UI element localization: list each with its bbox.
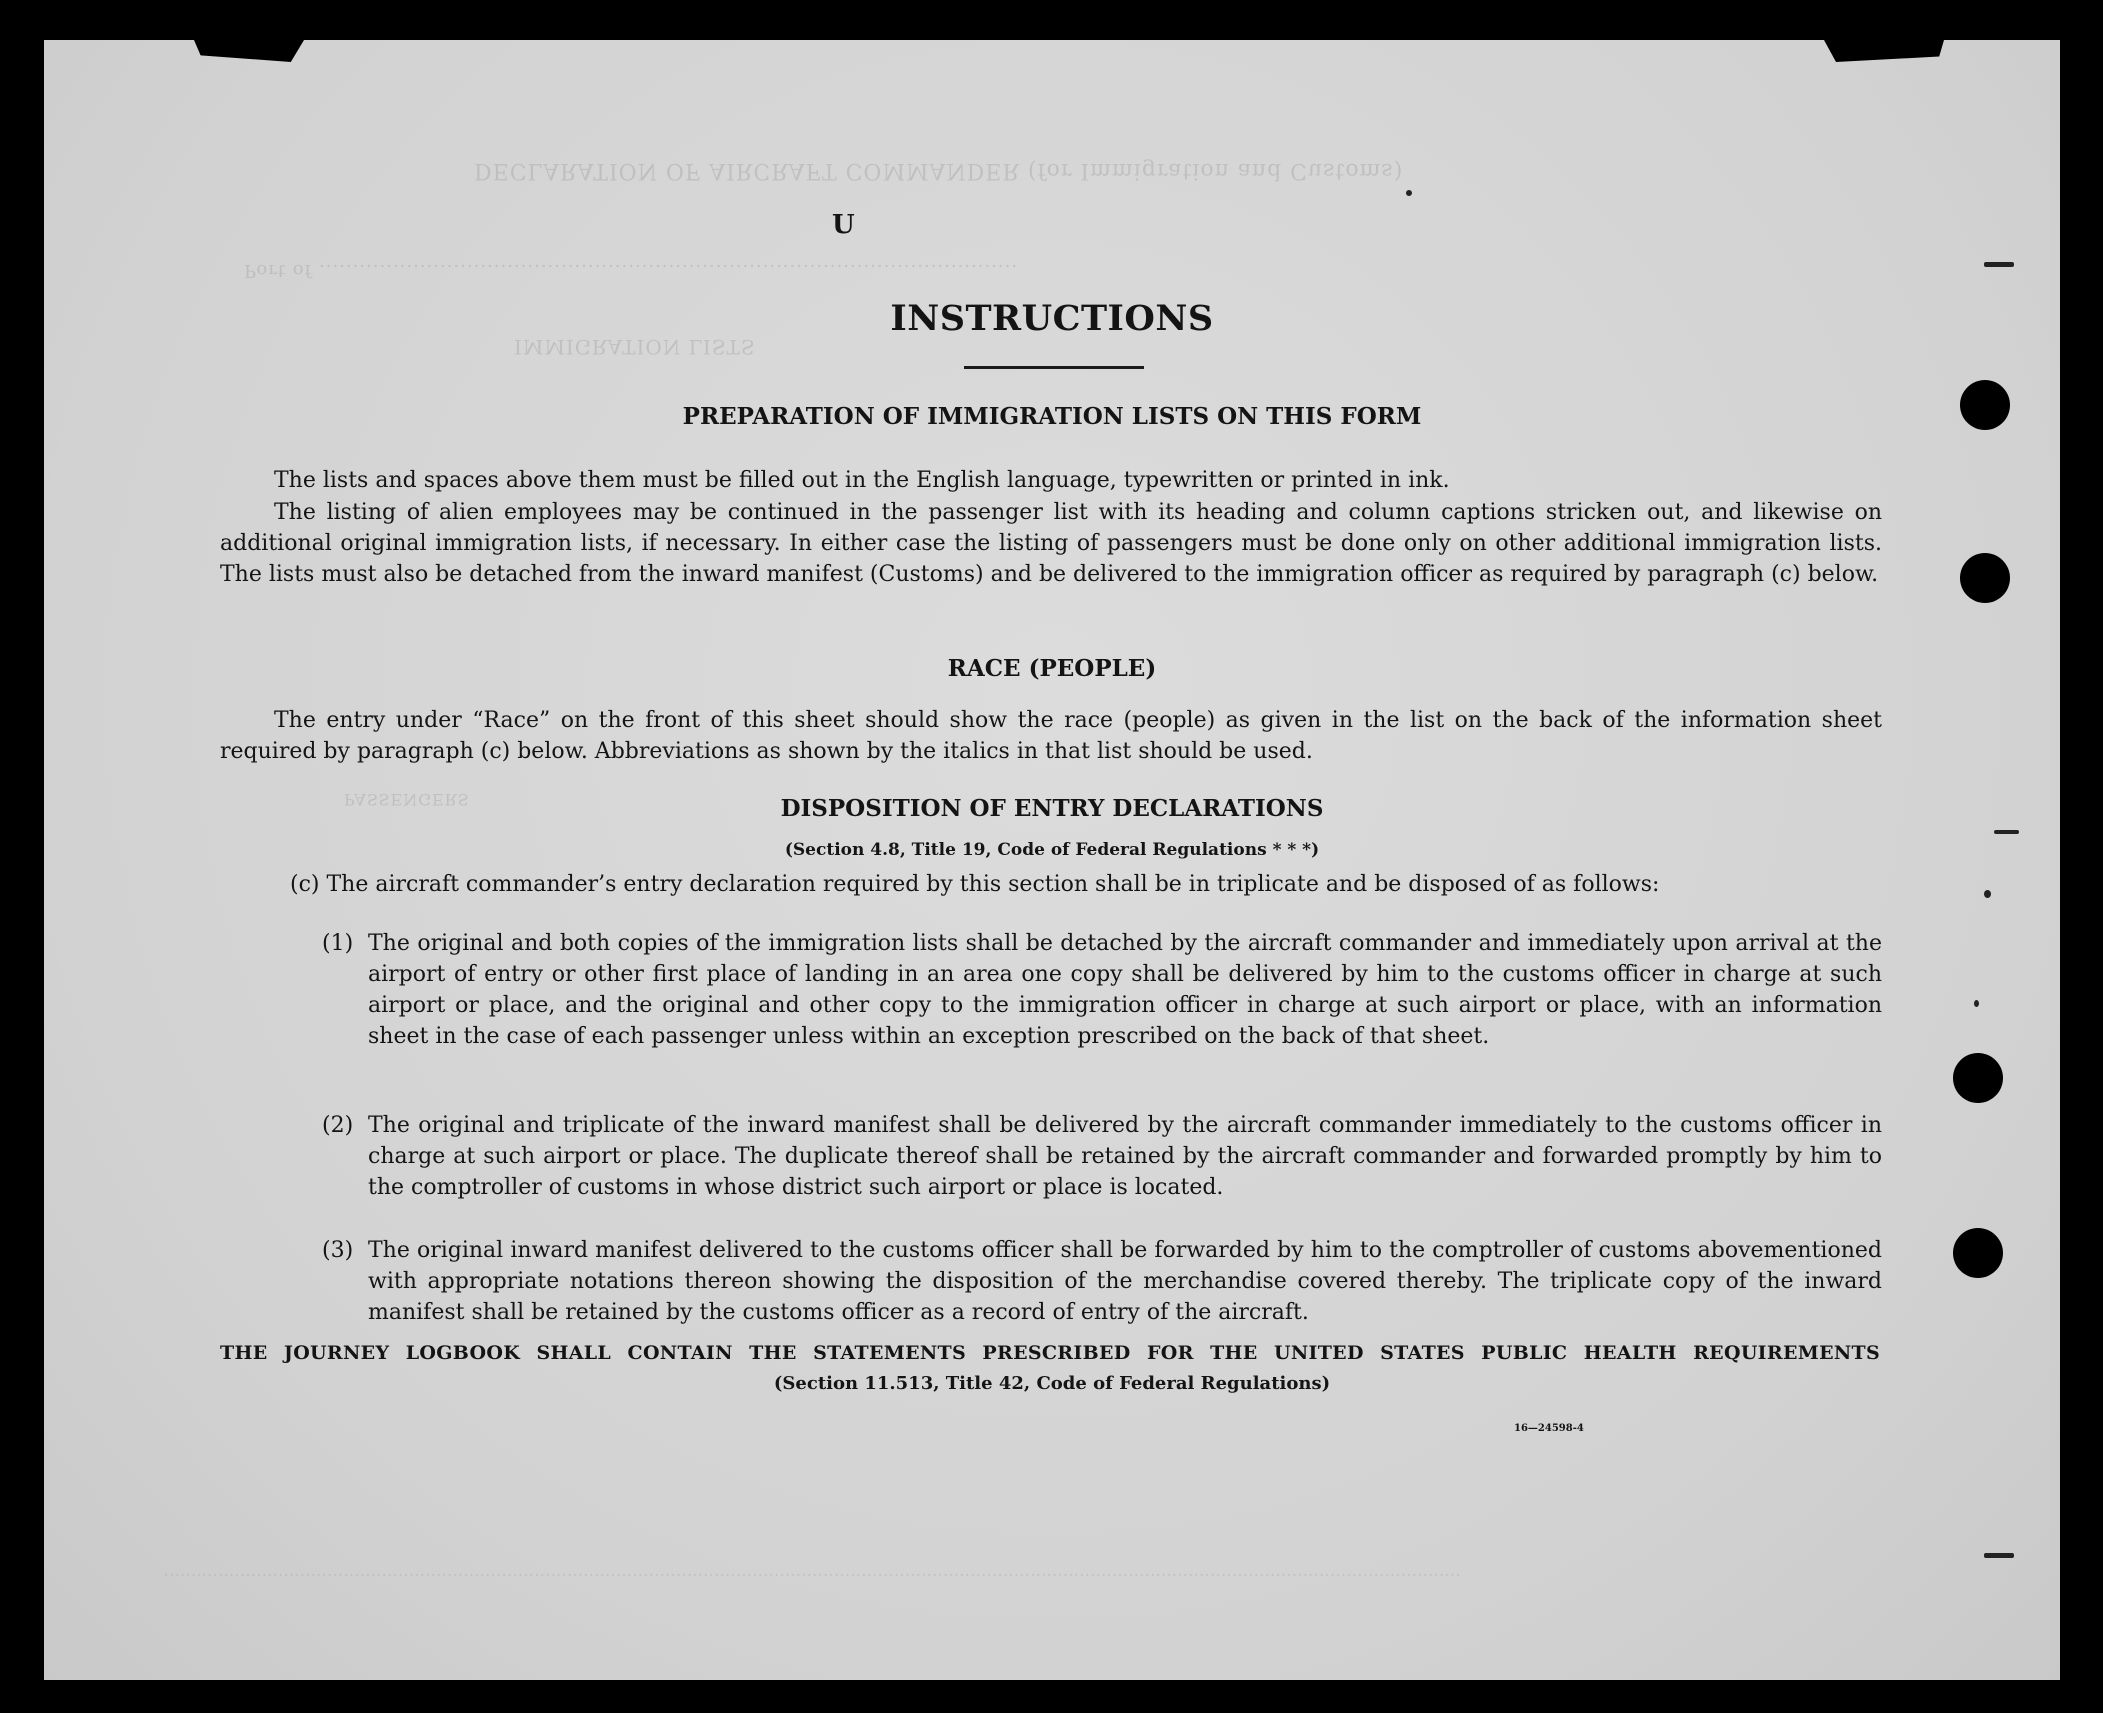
section-heading-race: RACE (PEOPLE) — [947, 655, 1157, 682]
disposition-item-1 — [322, 928, 1882, 1052]
punch-hole — [1960, 553, 2010, 603]
ink-speck — [1984, 890, 1991, 898]
preparation-paragraph-2-text: The listing of alien employees may be continued in the passenger list with its heading and column captions stricken out, and likewise on additional original immigration lists, if necessary. In either case the listing of passengers must be done only on other additional immigration lists. The lists must also be detached from the inward manifest (Customs) and be delivered to the immigration officer as required by paragraph (c) below. — [220, 500, 1882, 587]
page-tab-right — [1824, 40, 1944, 62]
page-tab-left — [194, 40, 304, 62]
bleed-through: IMMIGRATION LISTS — [514, 335, 756, 359]
ink-speck — [1984, 1553, 2014, 1558]
disposition-citation: (Section 4.8, Title 19, Code of Federal Regulations * * *) — [784, 840, 1320, 860]
ink-speck — [1984, 262, 2014, 267]
ink-speck — [1974, 1000, 1979, 1007]
disposition-item-2 — [322, 1110, 1882, 1203]
item-text — [322, 1235, 1882, 1328]
disposition-item-3 — [322, 1235, 1882, 1328]
stray-mark: U — [832, 210, 855, 240]
section-heading-disposition: DISPOSITION OF ENTRY DECLARATIONS — [780, 795, 1324, 822]
punch-hole — [1953, 1053, 2003, 1103]
item-number: (3) — [322, 1238, 354, 1263]
race-paragraph — [220, 705, 1882, 767]
logbook-citation: (Section 11.513, Title 42, Code of Federal Regulations) — [773, 1373, 1331, 1394]
bleed-through: .............................................................................................................................................................................................................................................. — [164, 1570, 1462, 1586]
bleed-through: DECLARATION OF AIRCRAFT COMMANDER (for Immigration and Customs) — [474, 158, 1404, 183]
bleed-through: PASSENGERS — [344, 790, 470, 809]
item-text — [322, 928, 1882, 1052]
title-underline — [964, 366, 1144, 369]
form-number: 16—24598-4 — [1514, 1423, 1584, 1434]
ink-speck — [1994, 830, 2019, 834]
page-title: INSTRUCTIONS — [890, 298, 1214, 339]
item-number: (1) — [322, 931, 354, 956]
item-text-block: The original inward manifest delivered to the customs officer shall be forwarded by him to the comptroller of customs abovementioned with appropriate notations thereon showing the disposition of the merchandise covered thereby. The triplicate copy of the inward manifest shall be retained by the customs officer as a record of entry of the aircraft. — [368, 1238, 1882, 1325]
item-number: (2) — [322, 1113, 354, 1138]
document-page — [44, 40, 2060, 1680]
logbook-statement: THE JOURNEY LOGBOOK SHALL CONTAIN THE STATEMENTS PRESCRIBED FOR THE UNITED STATES PUBLIC HEALTH REQUIREMENTS — [220, 1342, 1880, 1364]
item-text-block: The original and triplicate of the inward manifest shall be delivered by the aircraft commander immediately to the customs officer in charge at such airport or place. The duplicate thereof shall be retained by the aircraft commander and forwarded promptly by him to the comptroller of customs in whose district such airport or place is located. — [368, 1113, 1882, 1200]
race-paragraph-text: The entry under “Race” on the front of this sheet should show the race (people) as given in the list on the back of the information sheet required by paragraph (c) below. Abbreviations as shown by the italics in that list should be used. — [220, 708, 1882, 764]
preparation-paragraph-1 — [220, 465, 1882, 496]
disposition-intro: (c) The aircraft commander’s entry declaration required by this section shall be in triplicate and be disposed of as follows: — [290, 872, 1660, 897]
item-text — [322, 1110, 1882, 1203]
preparation-paragraph-1-text: The lists and spaces above them must be filled out in the English language, typewritten or printed in ink. — [274, 468, 1450, 493]
punch-hole — [1953, 1228, 2003, 1278]
ink-speck — [1406, 190, 1412, 196]
bleed-through: Port of ........................................................................................................ — [244, 260, 1019, 281]
item-text-block: The original and both copies of the immigration lists shall be detached by the aircraft commander and immediately upon arrival at the airport of entry or other first place of landing in an area one copy shall be delivered by him to the customs officer in charge at such airport or place, and the original and other copy to the immigration officer in charge at such airport or place, with an information sheet in the case of each passenger unless within an exception prescribed on the back of that sheet. — [368, 931, 1882, 1049]
preparation-paragraph-2 — [220, 497, 1882, 590]
section-heading-preparation: PREPARATION OF IMMIGRATION LISTS ON THIS FORM — [682, 403, 1422, 430]
